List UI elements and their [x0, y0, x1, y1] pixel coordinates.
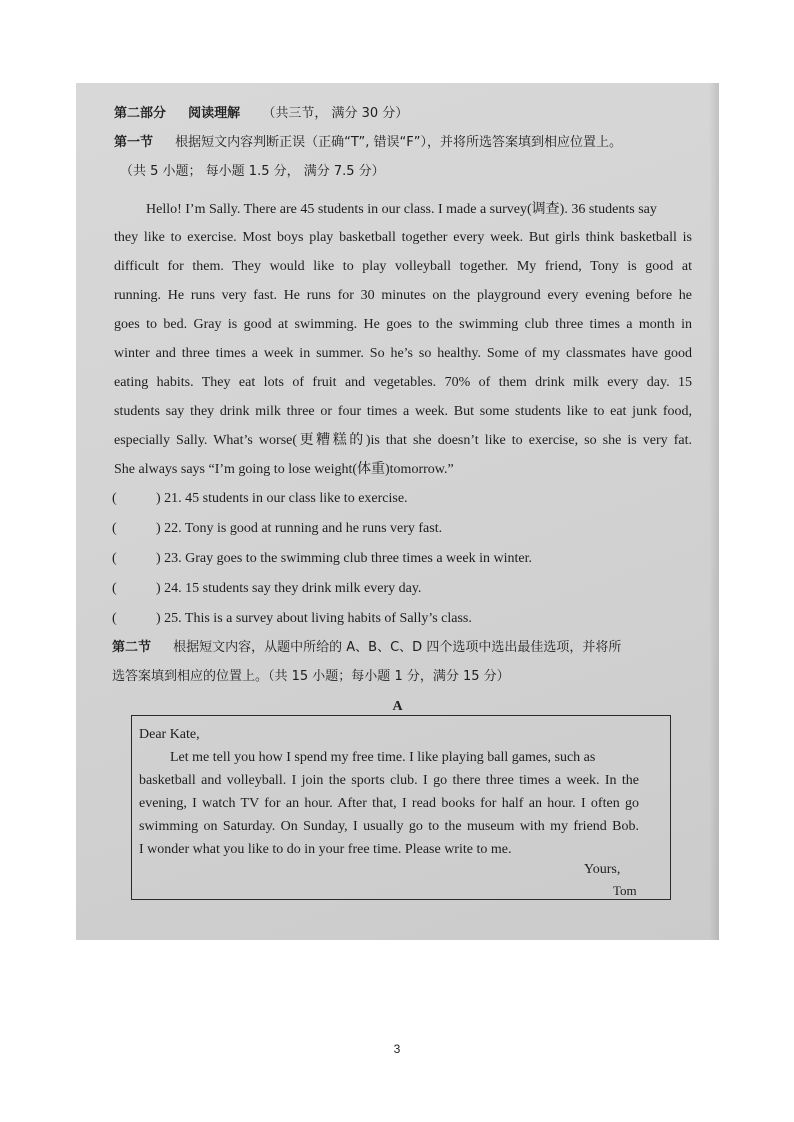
section1-title: 第一节 [114, 135, 154, 150]
part2-heading [114, 105, 408, 123]
letter-line: evening, I watch TV for an hour. After that, I read books for half an hour. I often go [139, 796, 639, 811]
question-24: ( ) 24. 15 students say they drink milk every day. [112, 581, 422, 596]
question-23: ( ) 23. Gray goes to the swimming club three times a week in winter. [112, 551, 532, 566]
part2-title: 第二部分 [114, 106, 167, 121]
passage-line: running. He runs very fast. He runs for 30 minutes on the playground every evening before he [114, 288, 692, 303]
page-number: 3 [393, 1042, 401, 1056]
letter-signature: Tom [613, 883, 637, 898]
letter-line: I wonder what you like to do in your free time. Please write to me. [139, 842, 512, 857]
passage-line: students say they drink milk three or four times a week. But some students like to eat junk food, [114, 404, 692, 419]
letter-line: swimming on Saturday. On Sunday, I usually go to the museum with my friend Bob. [139, 819, 639, 834]
letter-box [131, 715, 671, 900]
answer-blank[interactable]: ( [112, 551, 117, 566]
passage-line: difficult for them. They would like to play volleyball together. My friend, Tony is good at [114, 259, 692, 274]
section2-title: 第二节 [112, 640, 152, 655]
question-22: ( ) 22. Tony is good at running and he runs very fast. [112, 521, 443, 536]
passage-line: She always says “I’m going to lose weight(体重)tomorrow.” [114, 462, 454, 477]
passage-line: goes to bed. Gray is good at swimming. He goes to the swimming club three times a month in [114, 317, 692, 332]
answer-blank[interactable]: ( [112, 611, 117, 626]
letter-line: Let me tell you how I spend my free time. I like playing ball games, such as [170, 750, 596, 765]
part2-name: 阅读理解 [188, 106, 241, 121]
answer-blank[interactable]: ( [112, 521, 117, 536]
section1-heading [114, 134, 622, 152]
passage-line: especially Sally. What’s worse(更糟糕的)is that she doesn’t like to exercise, so she is very fat. [114, 433, 692, 448]
letter-closing: Yours, [584, 862, 621, 877]
section2-instruction-2: 选答案填到相应的位置上。（共 15 小题；每小题 1 分，满分 15 分） [112, 669, 510, 684]
passage-line: winter and three times a week in summer. So he’s so healthy. Some of my classmates have good [114, 346, 692, 361]
passage-line: eating habits. They eat lots of fruit and vegetables. 70% of them drink milk every day. 15 [114, 375, 692, 390]
answer-blank[interactable]: ( [112, 491, 117, 506]
section2-heading [112, 639, 621, 657]
passage-line: they like to exercise. Most boys play basketball together every week. But girls think basketball is [114, 230, 692, 245]
section1-info: （共 5 小题； 每小题 1.5 分， 满分 7.5 分） [120, 164, 385, 179]
passage-line: Hello! I’m Sally. There are 45 students in our class. I made a survey(调查). 36 students say [146, 202, 657, 217]
scanned-exam-page [76, 83, 719, 940]
section1-instruction: 根据短文内容判断正误（正确“T”, 错误“F”），并将所选答案填到相应位置上。 [175, 135, 622, 150]
question-25: ( ) 25. This is a survey about living habits of Sally’s class. [112, 611, 472, 626]
passage-a-label: A [392, 699, 403, 714]
question-21: ( ) 21. 45 students in our class like to exercise. [112, 491, 408, 506]
section2-instruction: 根据短文内容，从题中所给的 A、B、C、D 四个选项中选出最佳选项，并将所 [173, 640, 622, 655]
answer-blank[interactable]: ( [112, 581, 117, 596]
letter-line: basketball and volleyball. I join the sports club. I go there three times a week. In the [139, 773, 639, 788]
part2-info: （共三节， 满分 30 分） [262, 106, 409, 121]
letter-greeting: Dear Kate, [139, 727, 200, 742]
